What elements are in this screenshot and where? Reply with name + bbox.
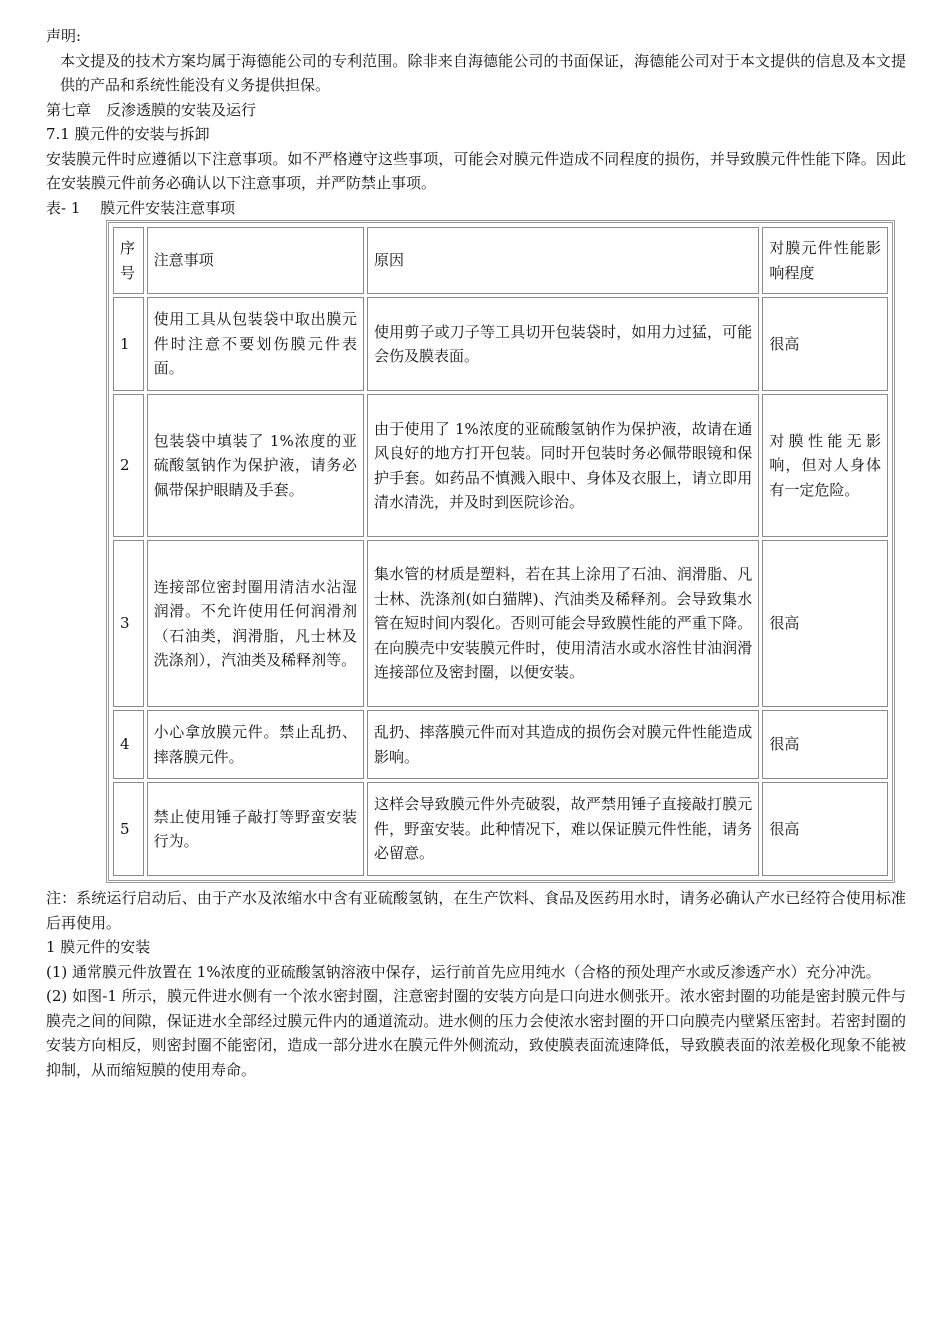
chapter-title: 第七章 反渗透膜的安装及运行	[46, 100, 257, 119]
step-2-text: (2) 如图-1 所示，膜元件进水侧有一个浓水密封圈，注意密封圈的安装方向是口向进水侧张开。浓水密封圈的功能是密封膜元件与膜壳之间的间隙，保证进水全部经过膜元件内的通道流动。进水侧的压力会使浓水密封圈的开口向膜壳内壁紧压密封。若密封圈的安装方向相反，则密封圈不能密闭，造成一部分进水在膜元件外侧流动，致使膜表面流速降低，导致膜表面的浓差极化现象不能被抑制，从而缩短膜的使用寿命。	[46, 987, 906, 1079]
cell-impact: 很高	[762, 540, 888, 707]
cell-reason: 这样会导致膜元件外壳破裂，故严禁用锤子直接敲打膜元件，野蛮安装。此种情况下，难以保证膜元件性能，请务必留意。	[367, 782, 759, 876]
cell-note: 使用工具从包装袋中取出膜元件时注意不要划伤膜元件表面。	[147, 297, 364, 391]
statement-label: 声明:	[46, 27, 82, 45]
cell-no: 1	[113, 297, 144, 391]
cell-no: 5	[113, 782, 144, 876]
table-caption: 表- 1 膜元件安装注意事项	[46, 198, 236, 217]
cell-impact: 对膜性能无影响，但对人身体有一定危险。	[762, 394, 888, 537]
cell-impact: 很高	[762, 710, 888, 779]
precautions-table-frame	[106, 220, 895, 883]
header-no: 序号	[113, 227, 144, 294]
cell-impact: 很高	[762, 297, 888, 391]
cell-note: 小心拿放膜元件。禁止乱扔、摔落膜元件。	[147, 710, 364, 779]
table-row	[113, 710, 888, 779]
cell-reason: 集水管的材质是塑料，若在其上涂用了石油、润滑脂、凡士林、洗涤剂(如白猫牌)、汽油类及稀释剂。会导致集水管在短时间内裂化。否则可能会导致膜性能的严重下降。在向膜壳中安装膜元件时，使用清洁水或水溶性甘油润滑连接部位及密封圈，以便安装。	[367, 540, 759, 707]
note-text: 注：系统运行启动后、由于产水及浓缩水中含有亚硫酸氢钠，在生产饮料、食品及医药用水时，请务必确认产水已经符合使用标准后再使用。	[46, 889, 906, 932]
section-title: 7.1 膜元件的安装与拆卸	[46, 125, 210, 143]
cell-impact: 很高	[762, 782, 888, 876]
table-row	[113, 394, 888, 537]
statement-text: 本文提及的技术方案均属于海德能公司的专利范围。除非来自海德能公司的书面保证，海德能公司对于本文提供的信息及本文提供的产品和系统性能没有义务提供担保。	[60, 51, 906, 94]
cell-no: 4	[113, 710, 144, 779]
precautions-table	[110, 224, 891, 879]
header-reason: 原因	[367, 227, 759, 294]
header-impact: 对膜元件性能影响程度	[762, 227, 888, 294]
table-row	[113, 782, 888, 876]
table-row	[113, 297, 888, 391]
document-page	[46, 24, 906, 1082]
table-row	[113, 540, 888, 707]
table-header-row	[113, 227, 888, 294]
cell-note: 连接部位密封圈用清洁水沾湿润滑。不允许使用任何润滑剂（石油类，润滑脂，凡士林及洗涤剂），汽油类及稀释剂等。	[147, 540, 364, 707]
cell-note: 禁止使用锤子敲打等野蛮安装行为。	[147, 782, 364, 876]
step-1-text: (1) 通常膜元件放置在 1%浓度的亚硫酸氢钠溶液中保存，运行前首先应用纯水（合格的预处理产水或反渗透产水）充分冲洗。	[46, 962, 881, 981]
cell-reason: 由于使用了 1%浓度的亚硫酸氢钠作为保护液，故请在通风良好的地方打开包装。同时开包装时务必佩带眼镜和保护手套。如药品不慎溅入眼中、身体及衣服上，请立即用清水清洗，并及时到医院诊治。	[367, 394, 759, 537]
cell-no: 2	[113, 394, 144, 537]
cell-reason: 乱扔、摔落膜元件而对其造成的损伤会对膜元件性能造成影响。	[367, 710, 759, 779]
cell-reason: 使用剪子或刀子等工具切开包装袋时，如用力过猛，可能会伤及膜表面。	[367, 297, 759, 391]
subsection-title: 1 膜元件的安装	[46, 938, 151, 956]
header-note: 注意事项	[147, 227, 364, 294]
intro-text: 安装膜元件时应遵循以下注意事项。如不严格遵守这些事项，可能会对膜元件造成不同程度的损伤，并导致膜元件性能下降。因此在安装膜元件前务必确认以下注意事项，并严防禁止事项。	[46, 149, 906, 192]
cell-note: 包装袋中填装了 1%浓度的亚硫酸氢钠作为保护液，请务必佩带保护眼睛及手套。	[147, 394, 364, 537]
cell-no: 3	[113, 540, 144, 707]
